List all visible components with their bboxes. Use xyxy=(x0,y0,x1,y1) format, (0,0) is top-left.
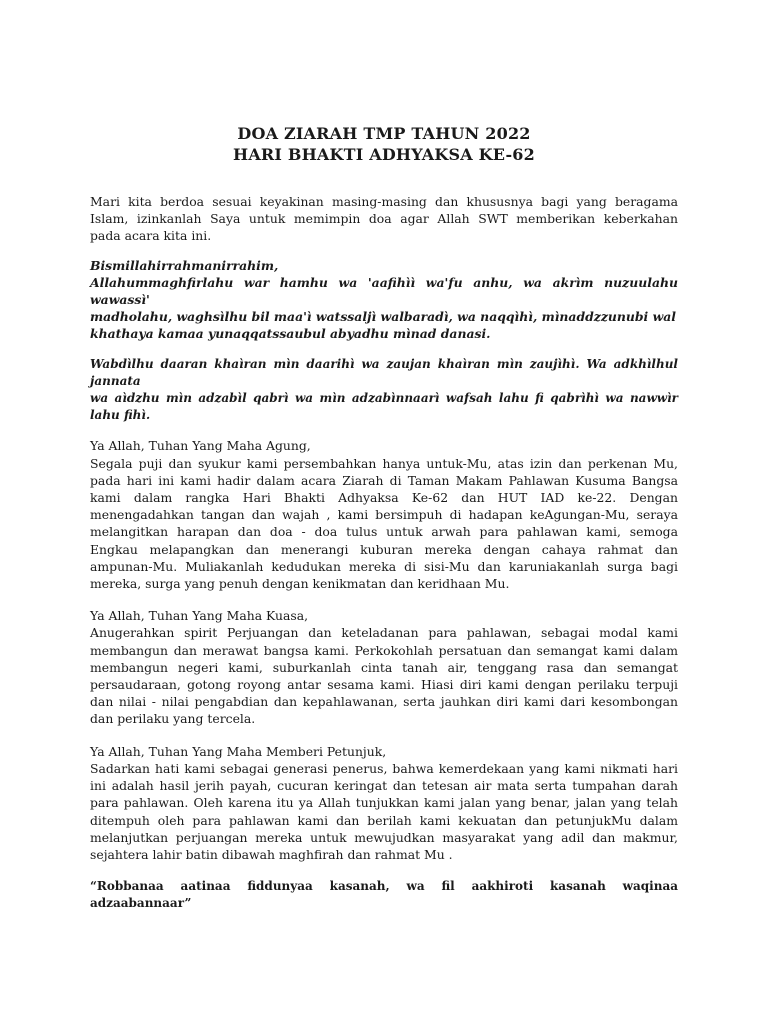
section-line: ampunan-Mu. Muliakanlah kedudukan mereka di sisi-Mu dan karuniakanlah surga bagi xyxy=(90,558,678,574)
prayer-line: madholahu, waghsìlhu bil maa'ì watssaljì walbaradì, wa naqqìhì, mìnaddzzunubi wal xyxy=(90,309,676,325)
section-line: membangun negeri kami, suburkanlah cinta tanah air, tenggang rasa dan semangat xyxy=(90,659,678,675)
prayer-arabic-block-2 xyxy=(90,356,678,425)
prayer-line: khathaya kamaa yunaqqatssaubul abyadhu mìnad danasi. xyxy=(90,326,491,342)
section-line: pada hari ini kami hadir dalam acara Ziarah di Taman Makam Pahlawan Kusuma Bangsa xyxy=(90,472,678,488)
section-heading: Ya Allah, Tuhan Yang Maha Kuasa, xyxy=(90,608,309,624)
section-line: dan nilai - nilai pengabdian dan kepahlawanan, serta jauhkan diri kami dari kesombongan xyxy=(90,694,678,710)
section-line: ini adalah hasil jerih payah, cucuran keringat dan tetesan air mata serta tumpahan darah xyxy=(90,778,678,794)
section-line: Sadarkan hati kami sebagai generasi penerus, bahwa kemerdekaan yang kami nikmati hari xyxy=(90,760,678,776)
section-maha-kuasa xyxy=(90,607,678,727)
prayer-line: wa aìdzhu mìn adzabìl qabrì wa mìn adzabìnnaarì wafsah lahu fi qabrìhì wa nawwìr lahu fihì. xyxy=(90,391,678,423)
section-line: Segala puji dan syukur kami persembahkan hanya untuk-Mu, atas izin dan perkenan Mu, xyxy=(90,455,678,471)
intro-line: pada acara kita ini. xyxy=(90,228,212,244)
title-line-2: HARI BHAKTI ADHYAKSA KE-62 xyxy=(233,145,535,164)
section-line: Anugerahkan spirit Perjuangan dan keteladanan para pahlawan, sebagai modal kami xyxy=(90,625,678,641)
section-maha-memberi-petunjuk xyxy=(90,743,678,863)
intro-line: Islam, izinkanlah Saya untuk memimpin doa agar Allah SWT memberikan keberkahan xyxy=(90,211,678,227)
prayer-line: Wabdìlhu daaran khaìran mìn daarihì wa zaujan khaìran mìn zaujìhì. Wa adkhìlhul jannata xyxy=(90,356,678,388)
prayer-line: Allahummaghfirlahu war hamhu wa 'aafihìì wa'fu anhu, wa akrìm nuzuulahu wawassì' xyxy=(90,274,678,308)
document-title xyxy=(90,123,678,165)
section-line: para pahlawan. Oleh karena itu ya Allah tunjukkan kami jalan yang benar, jalan yang telah xyxy=(90,795,678,811)
section-line: melangitkan harapan dan doa - doa tulus untuk arwah para pahlawan kami, semoga xyxy=(90,524,678,540)
intro-paragraph xyxy=(90,193,678,245)
section-line: menengadahkan tangan dan wajah , kami bersimpuh di hadapan keAgungan-Mu, seraya xyxy=(90,507,678,523)
section-line: ditempuh oleh para pahlawan kami dan berilah kami kekuatan dan petunjukMu dalam xyxy=(90,812,678,828)
section-line: persaudaraan, gotong royong antar sesama kami. Hiasi diri kami dengan perilaku terpuji xyxy=(90,677,678,693)
section-maha-agung xyxy=(90,437,678,592)
intro-line: Mari kita berdoa sesuai keyakinan masing-masing dan khususnya bagi yang beragama xyxy=(90,194,678,209)
prayer-arabic-block-1 xyxy=(90,257,678,343)
section-line: membangun dan merawat bangsa kami. Perkokohlah persatuan dan semangat kami dalam xyxy=(90,642,678,658)
bismillah-line: Bismillahirrahmanirrahim, xyxy=(90,257,279,273)
section-line: mereka, surga yang penuh dengan kenikmatan dan keridhaan Mu. xyxy=(90,576,510,592)
section-line: melanjutkan perjuangan mereka untuk mewujudkan masyarakat yang adil dan makmur, xyxy=(90,829,678,845)
title-line-1: DOA ZIARAH TMP TAHUN 2022 xyxy=(237,124,531,143)
section-heading: Ya Allah, Tuhan Yang Maha Agung, xyxy=(90,438,311,454)
closing-prayer: “Robbanaa aatinaa fiddunyaa kasanah, wa fil aakhiroti kasanah waqinaa adzaabannaar” xyxy=(90,879,678,911)
section-line: Engkau melapangkan dan menerangi kuburan mereka dengan cahaya rahmat dan xyxy=(90,541,678,557)
section-line: dan perilaku yang tercela. xyxy=(90,711,256,727)
section-line: kami dalam rangka Hari Bhakti Adhyaksa Ke-62 dan HUT IAD ke-22. Dengan xyxy=(90,490,678,506)
section-heading: Ya Allah, Tuhan Yang Maha Memberi Petunjuk, xyxy=(90,743,387,759)
section-line: sejahtera lahir batin dibawah maghfirah dan rahmat Mu . xyxy=(90,846,453,862)
